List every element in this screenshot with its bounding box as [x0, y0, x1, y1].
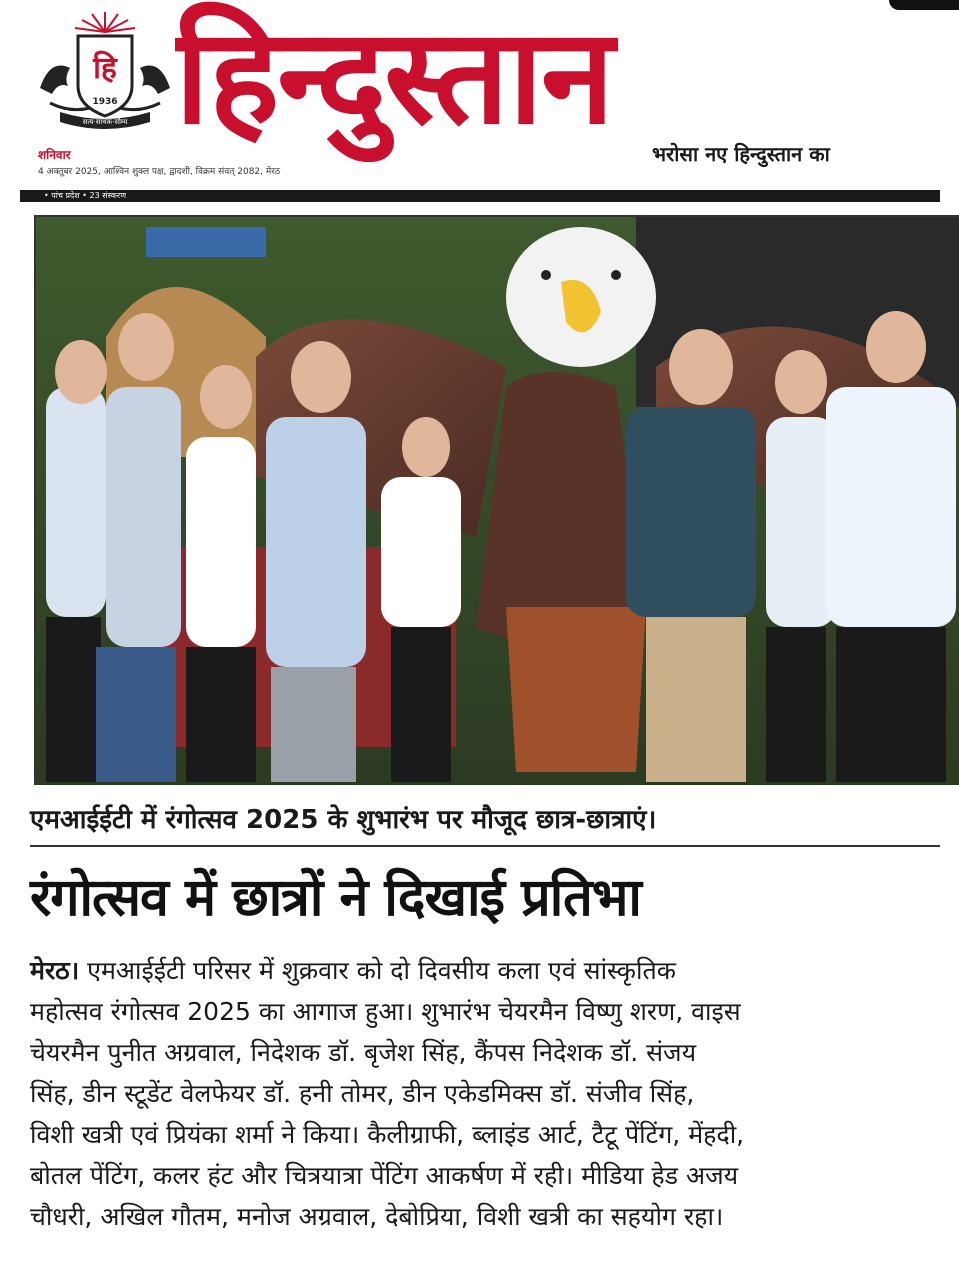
newspaper-title: हिन्दुस्तान: [175, 0, 613, 154]
newspaper-emblem-logo: [30, 8, 180, 138]
newspaper-tagline: भरोसा नए हिन्दुस्तान का: [652, 142, 830, 166]
emblem-motto: सत्य·सार्थक·सौम्य: [82, 118, 128, 126]
weekday: शनिवार: [38, 148, 71, 162]
emblem-letter: हि: [93, 51, 117, 86]
article-body-line: चेयरमैन पुनीत अग्रवाल, निदेशक डॉ. बृजेश सिंह, कैंपस निदेशक डॉ. संजय: [30, 1038, 697, 1067]
photo-caption: एमआईईटी में रंगोत्सव 2025 के शुभारंभ पर मौजूद छात्र-छात्राएं।: [30, 805, 657, 835]
masthead: [0, 0, 959, 200]
article-body-line: सिंह, डीन स्टूडेंट वेलफेयर डॉ. हनी तोमर, डीन एकेडमिक्स डॉ. संजीव सिंह,: [30, 1079, 695, 1108]
article-body-line: महोत्सव रंगोत्सव 2025 का आगाज हुआ। शुभारंभ चेयरमैन विष्णु शरण, वाइस: [30, 997, 741, 1026]
news-photo: [34, 215, 959, 785]
issue-dateline: 4 अक्तूबर 2025, आश्विन शुक्ल पक्ष, द्वादशी, विक्रम संवत् 2082, मेरठ: [38, 167, 281, 177]
article-body: [30, 950, 940, 1237]
edition-bar: [20, 190, 940, 202]
article-dateline: मेरठ।: [30, 956, 80, 985]
article-body-line: विशी खत्री एवं प्रियंका शर्मा ने किया। कैलीग्राफी, ब्लाइंड आर्ट, टैटू पेंटिंग, मेंहदी,: [30, 1120, 745, 1149]
article-body-line: [30, 950, 940, 991]
edition-info: • पांच प्रदेश • 23 संस्करण: [44, 191, 126, 200]
article-body-line: बोतल पेंटिंग, कलर हंट और चित्रयात्रा पेंटिंग आकर्षण में रही। मीडिया हेड अजय: [30, 1161, 739, 1190]
article-body-text: एमआईईटी परिसर में शुक्रवार को दो दिवसीय कला एवं सांस्कृतिक: [79, 956, 676, 985]
emblem-year: 1936: [92, 97, 118, 107]
article-body-line: चौधरी, अखिल गौतम, मनोज अग्रवाल, देबोप्रिया, विशी खत्री का सहयोग रहा।: [30, 1202, 724, 1231]
corner-tab: [889, 0, 959, 10]
divider: [30, 845, 940, 847]
article-headline: रंगोत्सव में छात्रों ने दिखाई प्रतिभा: [30, 868, 641, 928]
